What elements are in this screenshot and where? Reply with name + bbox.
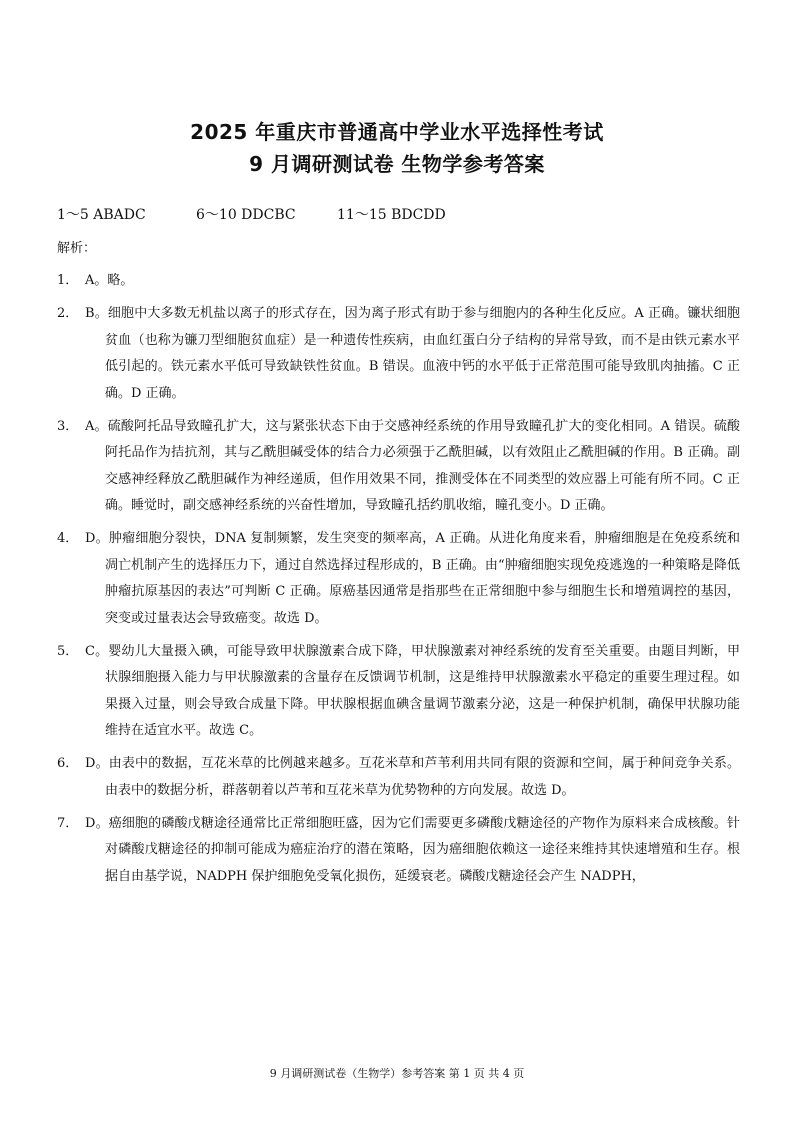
analysis-item [57, 526, 740, 632]
item-answer: C [85, 643, 95, 659]
item-answer: B [85, 306, 95, 321]
item-answer: D [85, 815, 96, 831]
item-number: 6． [57, 756, 79, 771]
item-number: 4． [57, 531, 79, 546]
item-text: A。硫酸阿托品导致瞳孔扩大，这与紧张状态下由于交感神经系统的作用导致瞳孔扩大的变化相同。A 错误。硫酸阿托品作为拮抗剂，其与乙酰胆碱受体的结合力必须强于乙酰胆碱，以有效阻止乙酰胆碱的作用。B 正确。副交感神经释放乙酰胆碱作为神经递质，但作用效果不同，推测受体在不同类型的效应器上可能有所不同。C 正确。睡觉时，副交感神经系统的兴奋性增加，导致瞳孔括约肌收缩，瞳孔变小。D 正确。 [85, 418, 740, 513]
answer-key [57, 204, 446, 224]
analysis-item [57, 751, 740, 804]
item-answer: A [85, 273, 95, 288]
analysis-item [57, 414, 740, 520]
item-text: A。略。 [85, 273, 134, 288]
analysis-item [57, 639, 740, 745]
item-number: 2． [57, 306, 79, 321]
item-answer: D [85, 531, 96, 546]
item-text: B。细胞中大多数无机盐以离子的形式存在，因为离子形式有助于参与细胞内的各种生化反应。A 正确。镰状细胞贫血（也称为镰刀型细胞贫血症）是一种遗传性疾病，由血红蛋白分子结构的异常导致，而不是由铁元素水平低引起的。铁元素水平低可导致缺铁性贫血。B 错误。血液中钙的水平低于正常范围可能导致肌肉抽搐。C 正确。D 正确。 [85, 306, 740, 401]
page-footer: 9 月调研测试卷（生物学）参考答案 第 1 页 共 4 页 [269, 1067, 525, 1080]
analysis-item [57, 811, 740, 891]
item-text: D。由表中的数据，互花米草的比例越来越多。互花米草和芦苇利用共同有限的资源和空间，属于种间竞争关系。由表中的数据分析，群落朝着以芦苇和互花米草为优势物种的方向发展。故选 D。 [85, 756, 740, 798]
item-number: 3． [57, 418, 79, 434]
item-number: 1． [57, 273, 79, 288]
item-number: 7． [57, 815, 79, 831]
document-subtitle: 9 月调研测试卷 生物学参考答案 [249, 152, 545, 176]
answer-group: 11～15 BDCDD [337, 207, 446, 223]
item-text: D。癌细胞的磷酸戊糖途径通常比正常细胞旺盛，因为它们需要更多磷酸戊糖途径的产物作为原料来合成核酸。针对磷酸戊糖途径的抑制可能成为癌症治疗的潜在策略，因为癌细胞依赖这一途径来维持其快速增殖和生存。根据自由基学说，NADPH 保护细胞免受氧化损伤，延缓衰老。磷酸戊糖途径会产生 NADPH， [85, 815, 740, 884]
item-number: 5． [57, 643, 79, 659]
analysis-list [57, 268, 740, 897]
answer-group: 1～5 ABADC [57, 207, 146, 223]
answer-group: 6～10 DDCBC [196, 207, 296, 223]
item-answer: A [85, 418, 95, 434]
item-text: D。肿瘤细胞分裂快，DNA 复制频繁，发生突变的频率高，A 正确。从进化角度来看，肿瘤细胞是在免疫系统和凋亡机制产生的选择压力下，通过自然选择过程形成的，B 正确。由“肿瘤细胞实现免疫逃逸的一种策略是降低肿瘤抗原基因的表达”可判断 C 正确。原癌基因通常是指那些在正常细胞中参与细胞生长和增殖调控的基因，突变或过量表达会导致癌变。故选 D。 [85, 531, 740, 626]
analysis-item [57, 301, 740, 407]
document-title: 2025 年重庆市普通高中学业水平选择性考试 [190, 120, 604, 144]
item-answer: D [85, 756, 96, 771]
analysis-item [57, 268, 740, 295]
analysis-label: 解析： [57, 241, 97, 256]
item-text: C。婴幼儿大量摄入碘，可能导致甲状腺激素合成下降，甲状腺激素对神经系统的发育至关重要。由题目判断，甲状腺细胞摄入能力与甲状腺激素的含量存在反馈调节机制，这是维持甲状腺激素水平稳定的重要生理过程。如果摄入过量，则会导致合成量下降。甲状腺根据血碘含量调节激素分泌，这是一种保护机制，确保甲状腺功能维持在适宜水平。故选 C。 [85, 643, 740, 738]
